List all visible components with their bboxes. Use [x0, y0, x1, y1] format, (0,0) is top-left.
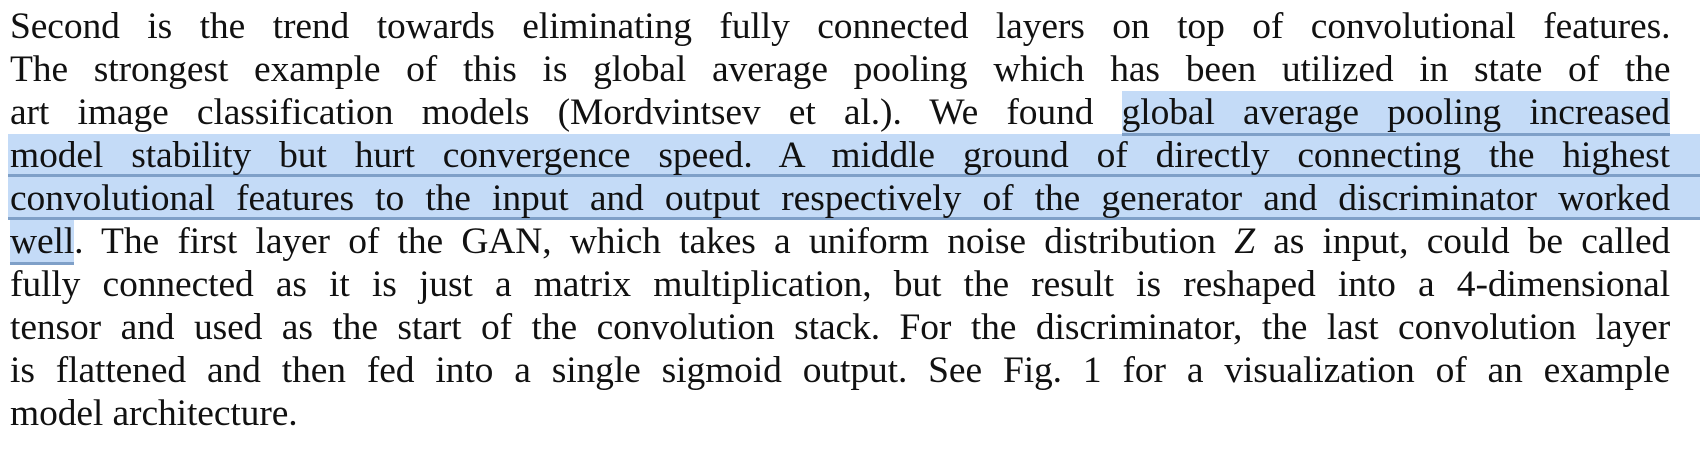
text-line-9: is flattened and then fed into a single sigmoid output. See Fig. 1 for a visualization of an example	[10, 350, 1670, 391]
selected-text[interactable]: convolutional features to the input and output respectively of the generator and discriminator worked	[8, 177, 1700, 220]
selected-text[interactable]: well	[10, 220, 74, 265]
text-plain: as input, could be called	[1254, 221, 1671, 262]
math-variable: Z	[1234, 221, 1255, 262]
selected-text[interactable]: model stability but hurt convergence speed. A middle ground of directly connecting the highest	[8, 134, 1700, 177]
text-line-4	[10, 134, 1670, 177]
text-line-2: The strongest example of this is global average pooling which has been utilized in state of the	[10, 49, 1671, 90]
text-line-6	[10, 220, 1670, 263]
text-line-10: model architecture.	[10, 393, 298, 434]
text-line-7: fully connected as it is just a matrix multiplication, but the result is reshaped into a 4-dimensional	[10, 264, 1671, 305]
text-line-1: Second is the trend towards eliminating fully connected layers on top of convolutional features.	[10, 6, 1671, 47]
text-plain: art image classification models (Mordvintsev et al.). We found	[10, 92, 1122, 133]
paper-paragraph	[10, 5, 1670, 435]
selected-text[interactable]: global average pooling increased	[1122, 91, 1670, 136]
text-line-3	[10, 91, 1670, 134]
text-line-8: tensor and used as the start of the convolution stack. For the discriminator, the last convolution layer	[10, 307, 1671, 348]
text-line-5	[10, 177, 1670, 220]
text-plain: . The first layer of the GAN, which takes a uniform noise distribution	[74, 221, 1235, 262]
